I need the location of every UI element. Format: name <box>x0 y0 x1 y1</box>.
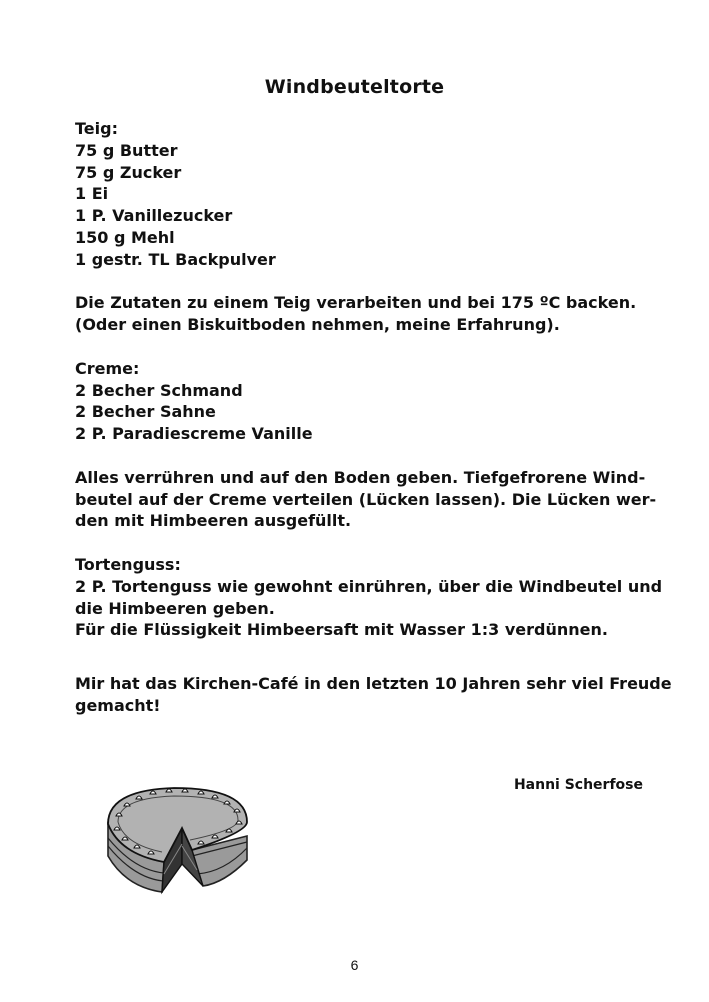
closing-line: Mir hat das Kirchen-Café in den letzten 10 Jahren sehr viel Freude <box>75 674 672 694</box>
recipe-body <box>75 118 672 717</box>
section-heading-tortenguss: Tortenguss: <box>75 554 181 574</box>
page-number: 6 <box>350 957 359 973</box>
ingredient-item: 2 Becher Sahne <box>75 402 216 422</box>
ingredient-item: 1 P. Vanillezucker <box>75 206 233 226</box>
instruction-line: (Oder einen Biskuitboden nehmen, meine Erfahrung). <box>75 315 560 335</box>
ingredient-item: 75 g Zucker <box>75 162 182 182</box>
instruction-line: beutel auf der Creme verteilen (Lücken lassen). Die Lücken wer- <box>75 489 657 509</box>
recipe-title: Windbeuteltorte <box>264 76 445 98</box>
ingredient-item: 75 g Butter <box>75 140 178 160</box>
instruction-line: Für die Flüssigkeit Himbeersaft mit Wasser 1:3 verdünnen. <box>75 620 608 640</box>
ingredient-item: 2 Becher Schmand <box>75 380 243 400</box>
instruction-line: Die Zutaten zu einem Teig verarbeiten und bei 175 ºC backen. <box>75 293 637 313</box>
ingredient-item: 2 P. Paradiescreme Vanille <box>75 424 313 444</box>
section-heading-creme: Creme: <box>75 358 140 378</box>
ingredient-item: 1 gestr. TL Backpulver <box>75 249 276 269</box>
closing-line: gemacht! <box>75 695 161 715</box>
instruction-line: 2 P. Tortenguss wie gewohnt einrühren, über die Windbeutel und <box>75 576 663 596</box>
instruction-line: die Himbeeren geben. <box>75 598 275 618</box>
ingredient-item: 1 Ei <box>75 184 109 204</box>
ingredient-item: 150 g Mehl <box>75 227 175 247</box>
section-heading-teig: Teig: <box>75 119 118 138</box>
instruction-line: Alles verrühren und auf den Boden geben. Tiefgefrorene Wind- <box>75 467 646 487</box>
instruction-line: den mit Himbeeren ausgefüllt. <box>75 511 352 531</box>
author-signature: Hanni Scherfose <box>513 777 643 793</box>
cake-illustration <box>104 782 256 900</box>
